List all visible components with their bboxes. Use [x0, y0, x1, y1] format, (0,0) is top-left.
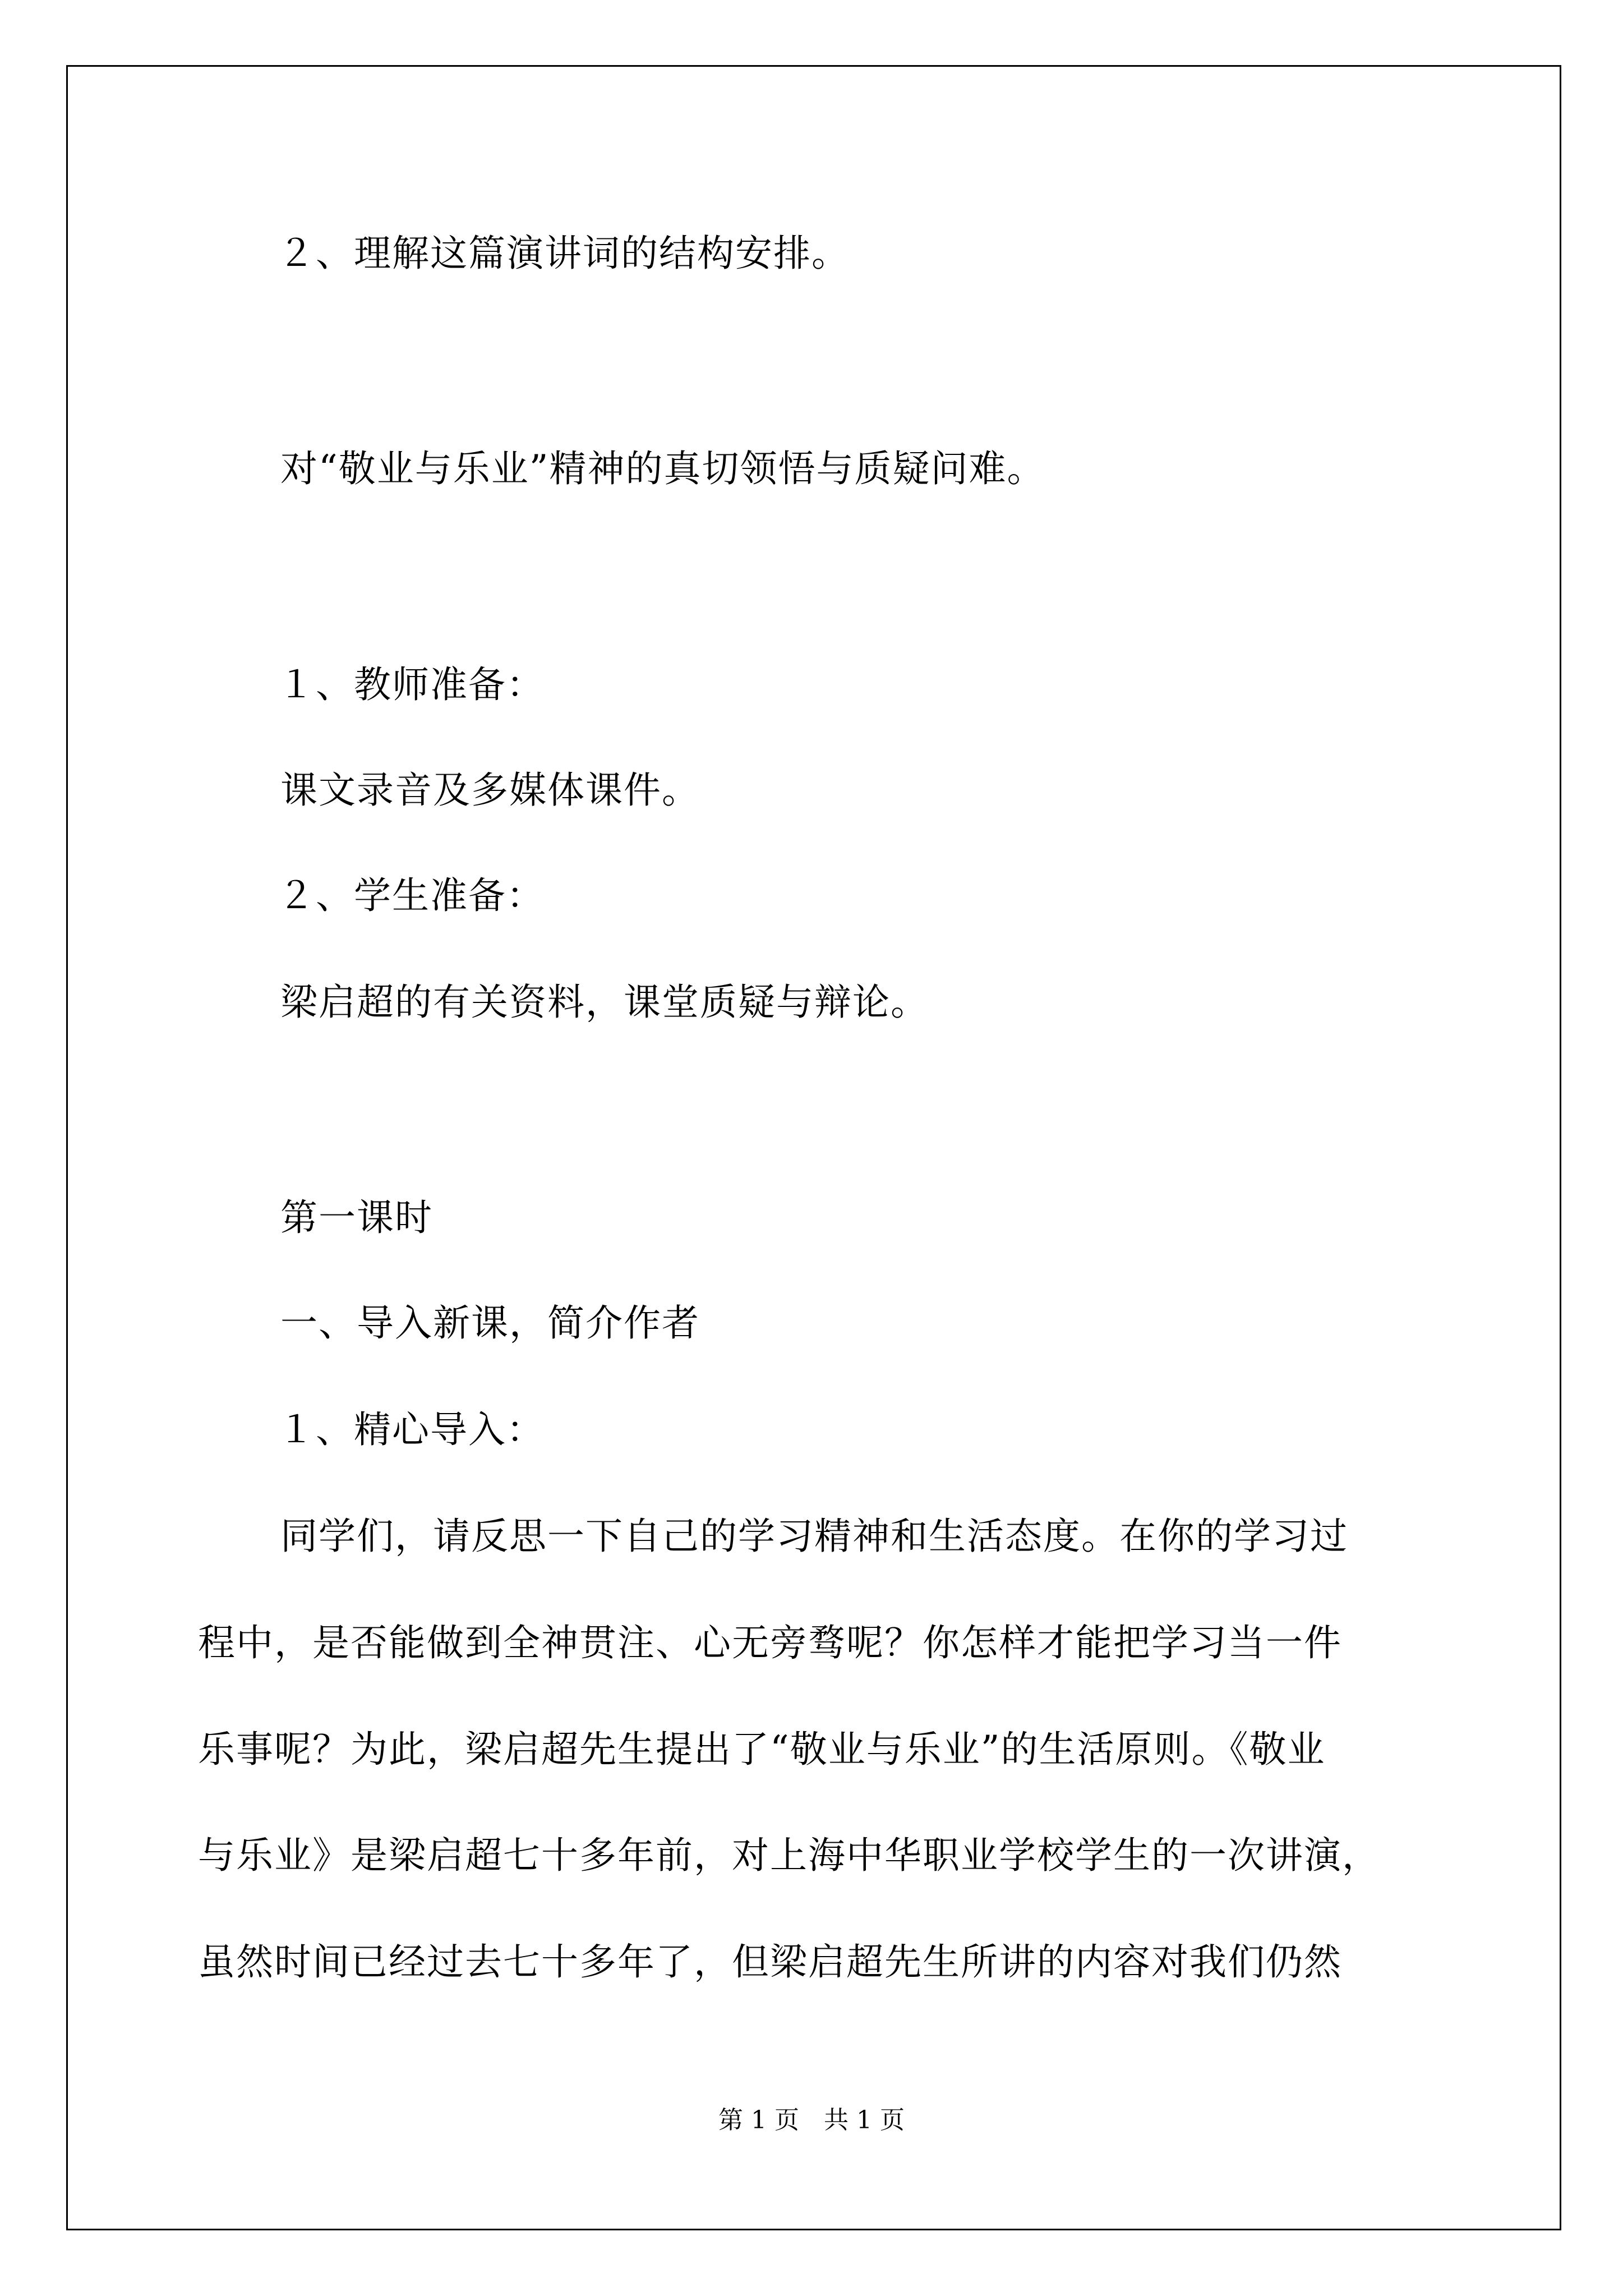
paragraph-line: 与乐业》是梁启超七十多年前，对上海中华职业学校学生的一次讲演， — [198, 1834, 1380, 1877]
paragraph-line: 同学们，请反思一下自己的学习精神和生活态度。在你的学习过 — [280, 1515, 1348, 1558]
page-border — [66, 65, 1561, 2230]
subsection-heading-1: １、精心导入： — [278, 1408, 545, 1451]
section-heading-1: 一、导入新课，简介作者 — [280, 1301, 700, 1345]
student-prep-heading: ２、学生准备： — [278, 874, 545, 917]
page-footer: 第 1 页 共 1 页 — [718, 2106, 905, 2134]
teacher-prep-text: 课文录音及多媒体课件。 — [280, 769, 700, 812]
difficulty-text: 对“敬业与乐业”精神的真切领悟与质疑问难。 — [280, 447, 1045, 490]
paragraph-line: 乐事呢？为此，梁启超先生提出了“敬业与乐业”的生活原则。《敬业 — [198, 1728, 1326, 1771]
paragraph-line: 虽然时间已经过去七十多年了，但梁启超先生所讲的内容对我们仍然 — [198, 1940, 1342, 1984]
teacher-prep-heading: １、教师准备： — [278, 663, 545, 706]
student-prep-text: 梁启超的有关资料，课堂质疑与辩论。 — [280, 981, 929, 1024]
paragraph-line: 程中，是否能做到全神贯注、心无旁骛呢？你怎样才能把学习当一件 — [198, 1621, 1342, 1664]
objective-2: ２、理解这篇演讲词的结构安排。 — [278, 232, 850, 275]
lesson-title: 第一课时 — [280, 1196, 433, 1239]
